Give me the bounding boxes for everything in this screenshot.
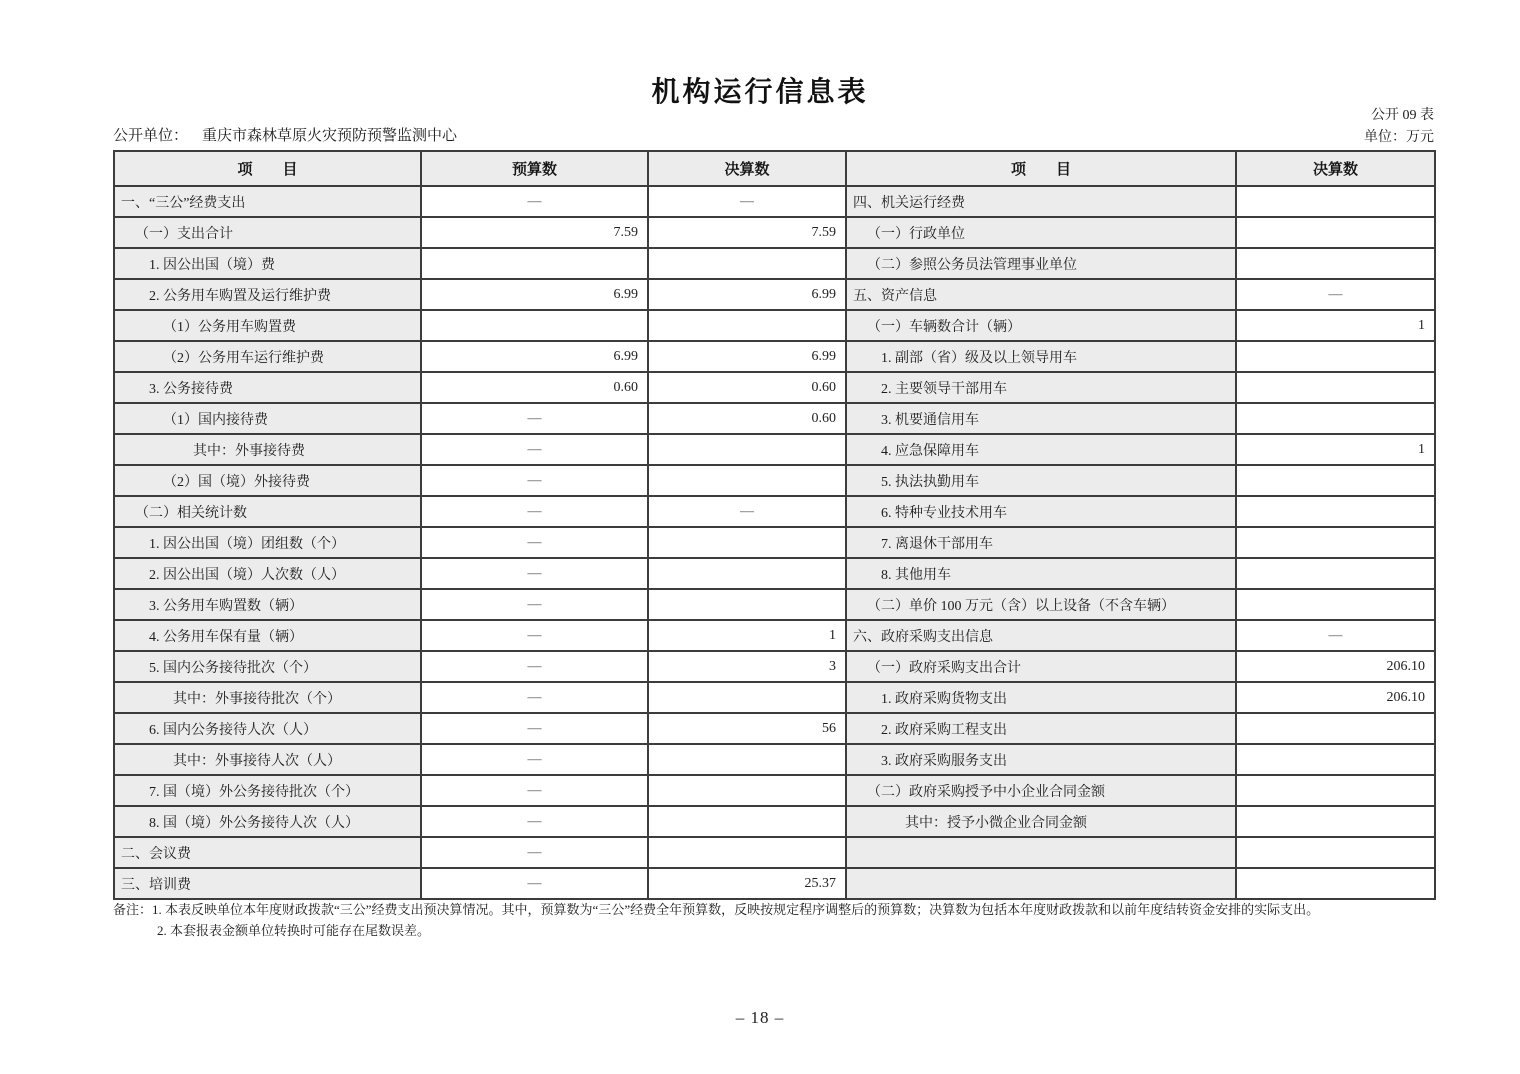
org-operation-info-table xyxy=(113,150,1436,900)
final-value-right xyxy=(1237,838,1436,869)
final-value-left xyxy=(649,559,847,590)
final-value-right: 206.10 xyxy=(1237,652,1436,683)
final-value-right xyxy=(1237,559,1436,590)
final-value-left: 56 xyxy=(649,714,847,745)
item-label-left: 其中：外事接待批次（个） xyxy=(115,683,422,714)
table-row-14 xyxy=(115,590,1436,621)
note-text-1: 1. 本表反映单位本年度财政拨款“三公”经费支出预决算情况。其中，预算数为“三公”经费全年预算数，反映按规定程序调整后的预算数；决算数为包括本年度财政拨款和以前年度结转资金安排的实际支出。 xyxy=(152,902,1320,917)
final-value-right xyxy=(1237,528,1436,559)
item-label-left: 7. 国（境）外公务接待批次（个） xyxy=(115,776,422,807)
header-item-right: 项 目 xyxy=(847,152,1237,187)
note-line-1 xyxy=(113,899,1443,920)
budget-value: — xyxy=(422,466,649,497)
final-value-right xyxy=(1237,807,1436,838)
item-label-right: 四、机关运行经费 xyxy=(847,187,1237,218)
item-label-right: 6. 特种专业技术用车 xyxy=(847,497,1237,528)
final-value-right: — xyxy=(1237,621,1436,652)
item-label-right: 其中：授予小微企业合同金额 xyxy=(847,807,1237,838)
table-row-10 xyxy=(115,466,1436,497)
final-value-right: 1 xyxy=(1237,435,1436,466)
budget-value: — xyxy=(422,435,649,466)
item-label-right: 7. 离退休干部用车 xyxy=(847,528,1237,559)
item-label-right: （一）车辆数合计（辆） xyxy=(847,311,1237,342)
final-value-right xyxy=(1237,466,1436,497)
table-row-6 xyxy=(115,342,1436,373)
header-final-right: 决算数 xyxy=(1237,152,1436,187)
table-row-9 xyxy=(115,435,1436,466)
item-label-right: 六、政府采购支出信息 xyxy=(847,621,1237,652)
header-final-left: 决算数 xyxy=(649,152,847,187)
item-label-right: 8. 其他用车 xyxy=(847,559,1237,590)
item-label-left: 二、会议费 xyxy=(115,838,422,869)
item-label-left: （二）相关统计数 xyxy=(115,497,422,528)
item-label-left: （2）国（境）外接待费 xyxy=(115,466,422,497)
table-body xyxy=(115,187,1436,900)
item-label-left: 其中：外事接待人次（人） xyxy=(115,745,422,776)
final-value-left: 6.99 xyxy=(649,342,847,373)
budget-value xyxy=(422,311,649,342)
final-value-right: 206.10 xyxy=(1237,683,1436,714)
item-label-left: （一）支出合计 xyxy=(115,218,422,249)
final-value-right xyxy=(1237,187,1436,218)
budget-value: 0.60 xyxy=(422,373,649,404)
publisher-name: 重庆市森林草原火灾预防预警监测中心 xyxy=(202,128,458,144)
budget-value xyxy=(422,249,649,280)
final-value-right xyxy=(1237,218,1436,249)
item-label-right: 2. 政府采购工程支出 xyxy=(847,714,1237,745)
header-item-left: 项 目 xyxy=(115,152,422,187)
note-text-2: 2. 本套报表金额单位转换时可能存在尾数误差。 xyxy=(157,923,431,938)
item-label-left: 8. 国（境）外公务接待人次（人） xyxy=(115,807,422,838)
table-row-15 xyxy=(115,621,1436,652)
item-label-right xyxy=(847,838,1237,869)
item-label-left: 6. 国内公务接待人次（人） xyxy=(115,714,422,745)
final-value-left xyxy=(649,683,847,714)
item-label-right: （二）参照公务员法管理事业单位 xyxy=(847,249,1237,280)
budget-value: — xyxy=(422,683,649,714)
budget-value: 6.99 xyxy=(422,342,649,373)
item-label-right: 3. 机要通信用车 xyxy=(847,404,1237,435)
item-label-left: 2. 公务用车购置及运行维护费 xyxy=(115,280,422,311)
item-label-left: 1. 因公出国（境）费 xyxy=(115,249,422,280)
page-number: – 18 – xyxy=(735,1008,785,1027)
final-value-right xyxy=(1237,404,1436,435)
budget-value: — xyxy=(422,838,649,869)
item-label-right: （二）政府采购授予中小企业合同金额 xyxy=(847,776,1237,807)
publisher-line xyxy=(113,124,457,145)
table-row-21 xyxy=(115,807,1436,838)
final-value-right xyxy=(1237,776,1436,807)
final-value-left: 1 xyxy=(649,621,847,652)
budget-value: — xyxy=(422,869,649,900)
final-value-left xyxy=(649,745,847,776)
budget-value: — xyxy=(422,187,649,218)
final-value-left xyxy=(649,435,847,466)
final-value-left: 3 xyxy=(649,652,847,683)
budget-value: — xyxy=(422,590,649,621)
table-row-17 xyxy=(115,683,1436,714)
budget-value: — xyxy=(422,807,649,838)
final-value-right xyxy=(1237,342,1436,373)
table-row-7 xyxy=(115,373,1436,404)
budget-value: — xyxy=(422,652,649,683)
final-value-right xyxy=(1237,745,1436,776)
item-label-right: （一）行政单位 xyxy=(847,218,1237,249)
budget-value: — xyxy=(422,745,649,776)
final-value-left xyxy=(649,838,847,869)
final-value-right xyxy=(1237,497,1436,528)
final-value-left: 0.60 xyxy=(649,373,847,404)
item-label-left: （2）公务用车运行维护费 xyxy=(115,342,422,373)
table-row-2 xyxy=(115,218,1436,249)
final-value-right xyxy=(1237,714,1436,745)
table-row-16 xyxy=(115,652,1436,683)
item-label-left: 3. 公务接待费 xyxy=(115,373,422,404)
final-value-left xyxy=(649,311,847,342)
item-label-right: （二）单价 100 万元（含）以上设备（不含车辆） xyxy=(847,590,1237,621)
item-label-right: 1. 政府采购货物支出 xyxy=(847,683,1237,714)
budget-value: 6.99 xyxy=(422,280,649,311)
final-value-left: — xyxy=(649,187,847,218)
final-value-right: 1 xyxy=(1237,311,1436,342)
budget-value: — xyxy=(422,776,649,807)
final-value-right xyxy=(1237,869,1436,900)
final-value-right: — xyxy=(1237,280,1436,311)
final-value-right xyxy=(1237,249,1436,280)
item-label-right: 3. 政府采购服务支出 xyxy=(847,745,1237,776)
table-row-22 xyxy=(115,838,1436,869)
item-label-left: 4. 公务用车保有量（辆） xyxy=(115,621,422,652)
table-row-11 xyxy=(115,497,1436,528)
item-label-left: 一、“三公”经费支出 xyxy=(115,187,422,218)
budget-value: — xyxy=(422,528,649,559)
final-value-left: 0.60 xyxy=(649,404,847,435)
table-row-1 xyxy=(115,187,1436,218)
table-row-23 xyxy=(115,869,1436,900)
table-row-18 xyxy=(115,714,1436,745)
form-code: 公开 09 表 xyxy=(1371,108,1434,123)
budget-value: 7.59 xyxy=(422,218,649,249)
item-label-left: （1）国内接待费 xyxy=(115,404,422,435)
final-value-left: 25.37 xyxy=(649,869,847,900)
final-value-left xyxy=(649,776,847,807)
item-label-left: 其中：外事接待费 xyxy=(115,435,422,466)
item-label-left: 2. 因公出国（境）人次数（人） xyxy=(115,559,422,590)
final-value-left: 7.59 xyxy=(649,218,847,249)
final-value-right xyxy=(1237,373,1436,404)
table-row-19 xyxy=(115,745,1436,776)
final-value-right xyxy=(1237,590,1436,621)
item-label-left: 三、培训费 xyxy=(115,869,422,900)
item-label-right: 1. 副部（省）级及以上领导用车 xyxy=(847,342,1237,373)
unit-label: 单位：万元 xyxy=(1364,130,1434,145)
final-value-left: 6.99 xyxy=(649,280,847,311)
item-label-right: 4. 应急保障用车 xyxy=(847,435,1237,466)
item-label-right: 5. 执法执勤用车 xyxy=(847,466,1237,497)
item-label-left: （1）公务用车购置费 xyxy=(115,311,422,342)
note-line-2 xyxy=(113,920,1443,941)
budget-value: — xyxy=(422,714,649,745)
item-label-left: 5. 国内公务接待批次（个） xyxy=(115,652,422,683)
notes-label: 备注： xyxy=(113,902,153,917)
budget-value: — xyxy=(422,497,649,528)
table-row-4 xyxy=(115,280,1436,311)
notes xyxy=(113,899,1443,941)
table-row-5 xyxy=(115,311,1436,342)
publisher-label: 公开单位： xyxy=(113,128,189,144)
item-label-right: （一）政府采购支出合计 xyxy=(847,652,1237,683)
item-label-left: 1. 因公出国（境）团组数（个） xyxy=(115,528,422,559)
final-value-left xyxy=(649,807,847,838)
final-value-left xyxy=(649,528,847,559)
page-title: 机构运行信息表 xyxy=(651,77,869,108)
table-row-12 xyxy=(115,528,1436,559)
final-value-left xyxy=(649,466,847,497)
item-label-right: 2. 主要领导干部用车 xyxy=(847,373,1237,404)
header-budget: 预算数 xyxy=(422,152,649,187)
item-label-left: 3. 公务用车购置数（辆） xyxy=(115,590,422,621)
table-row-8 xyxy=(115,404,1436,435)
budget-value: — xyxy=(422,559,649,590)
table-row-20 xyxy=(115,776,1436,807)
budget-value: — xyxy=(422,404,649,435)
final-value-left xyxy=(649,590,847,621)
final-value-left xyxy=(649,249,847,280)
final-value-left: — xyxy=(649,497,847,528)
table-header-row xyxy=(115,152,1436,187)
table-row-13 xyxy=(115,559,1436,590)
budget-value: — xyxy=(422,621,649,652)
item-label-right: 五、资产信息 xyxy=(847,280,1237,311)
item-label-right xyxy=(847,869,1237,900)
table-row-3 xyxy=(115,249,1436,280)
